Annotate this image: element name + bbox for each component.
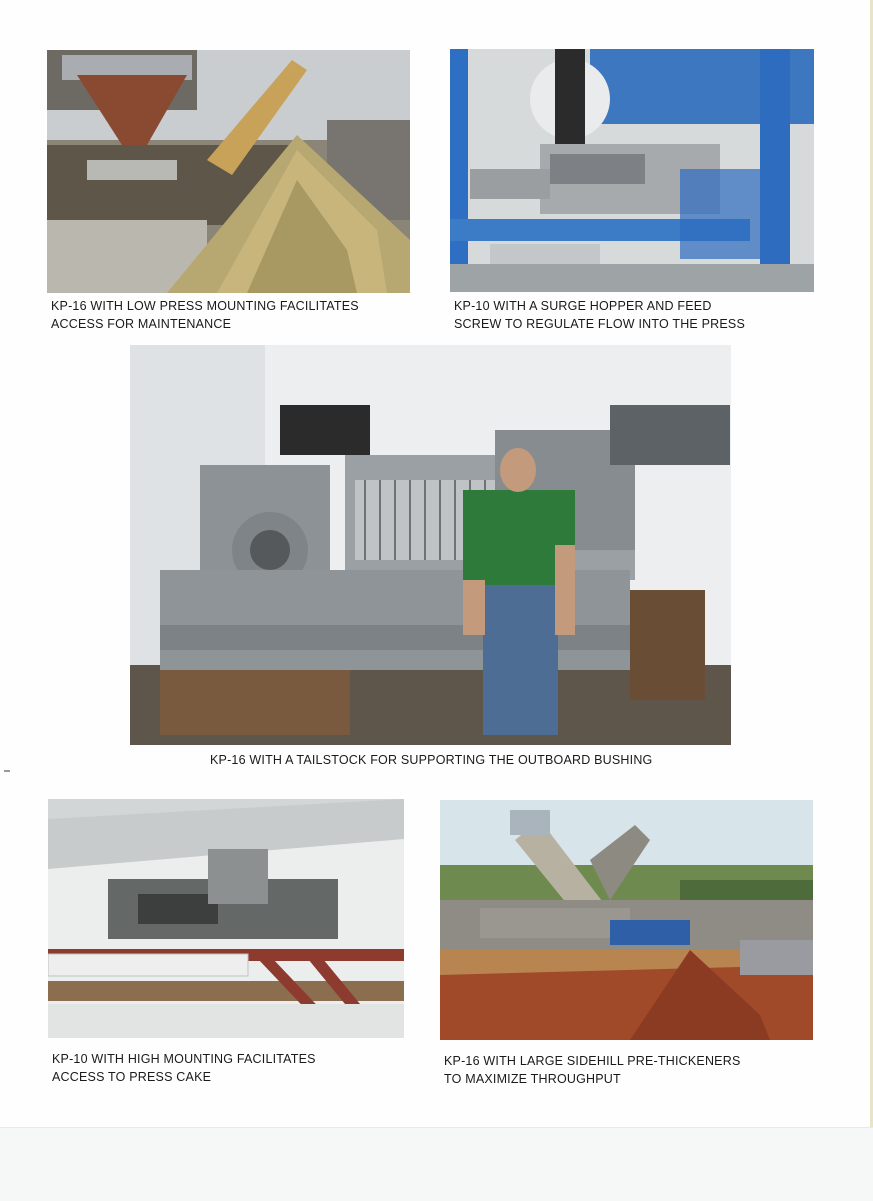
page-footer-band xyxy=(0,1127,873,1201)
caption-line: ACCESS FOR MAINTENANCE xyxy=(51,317,232,331)
photo-kp16-low-mounting xyxy=(47,50,410,293)
caption-line: SCREW TO REGULATE FLOW INTO THE PRESS xyxy=(454,317,746,331)
caption-line: TO MAXIMIZE THROUGHPUT xyxy=(444,1072,621,1086)
caption-line: KP-16 WITH LARGE SIDEHILL PRE-THICKENERS xyxy=(444,1054,741,1068)
caption-line: ACCESS TO PRESS CAKE xyxy=(52,1070,212,1084)
caption-photo-4 xyxy=(52,1050,316,1086)
caption-line: KP-16 WITH A TAILSTOCK FOR SUPPORTING THE OUTBOARD BUSHING xyxy=(210,753,653,767)
scan-mark xyxy=(4,770,10,772)
caption-line: KP-10 WITH HIGH MOUNTING FACILITATES xyxy=(52,1052,316,1066)
caption-photo-5 xyxy=(444,1052,741,1088)
photo-kp10-high-mounting xyxy=(48,799,404,1038)
caption-photo-1 xyxy=(51,297,359,333)
photo-kp16-sidehill xyxy=(440,800,813,1040)
photo-kp16-tailstock xyxy=(130,345,731,745)
caption-line: KP-16 WITH LOW PRESS MOUNTING FACILITATES xyxy=(51,299,359,313)
caption-photo-2 xyxy=(454,297,745,333)
photo-kp10-surge-hopper xyxy=(450,49,814,292)
caption-line: KP-10 WITH A SURGE HOPPER AND FEED xyxy=(454,299,712,313)
caption-photo-3 xyxy=(210,751,652,769)
